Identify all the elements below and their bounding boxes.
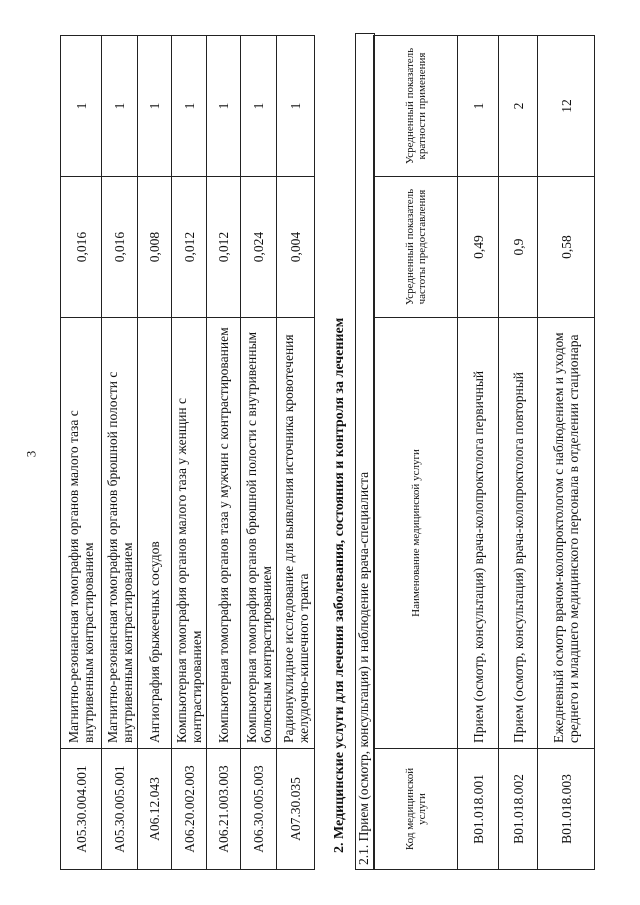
frequency-cell: 0,58: [538, 177, 595, 318]
frequency-cell: 0,49: [458, 177, 499, 318]
multiplicity-cell: 1: [207, 36, 241, 177]
multiplicity-cell: 1: [241, 36, 277, 177]
service-name-cell: Прием (осмотр, консультация) врача-колопроктолога первичный: [458, 318, 499, 749]
service-code-cell: A05.30.004.001: [61, 749, 102, 870]
specialist-consultations-table: [373, 35, 595, 870]
table-row: [61, 36, 102, 870]
frequency-cell: 0,004: [277, 177, 315, 318]
service-name-cell: Компьютерная томография органов брюшной полости с внутривенным болюсным контрастированием: [241, 318, 277, 749]
service-code-cell: A05.30.005.001: [102, 749, 138, 870]
subsection-header: [355, 33, 375, 870]
service-code-cell: A06.12.043: [138, 749, 172, 870]
frequency-cell: 0,012: [172, 177, 207, 318]
multiplicity-cell: 2: [499, 36, 538, 177]
table-row: [499, 36, 538, 870]
service-name-cell: Радионуклидное исследование для выявления источника кровотечения желудочно-кишечного тракта: [277, 318, 315, 749]
frequency-cell: 0,012: [207, 177, 241, 318]
multiplicity-cell: 1: [172, 36, 207, 177]
table-row: [102, 36, 138, 870]
table-row: [172, 36, 207, 870]
rotated-document-sheet: [20, 20, 610, 905]
header-frequency: Усредненный показатель частоты предоставления: [374, 177, 458, 318]
subsection-title: 2.1. Прием (осмотр, консультация) и наблюдение врача-специалиста: [356, 471, 371, 865]
service-code-cell: A07.30.035: [277, 749, 315, 870]
service-name-cell: Ежедневный осмотр врачом-колопроктологом с наблюдением и уходом среднего и младшего медицинского персонала в отделении стационара: [538, 318, 595, 749]
table-row: [138, 36, 172, 870]
frequency-cell: 0,9: [499, 177, 538, 318]
multiplicity-cell: 1: [138, 36, 172, 177]
service-name-cell: Прием (осмотр, консультация) врача-колопроктолога повторный: [499, 318, 538, 749]
page-number: 3: [23, 450, 39, 458]
header-name: Наименование медицинской услуги: [374, 318, 458, 749]
frequency-cell: 0,024: [241, 177, 277, 318]
service-code-cell: B01.018.002: [499, 749, 538, 870]
multiplicity-cell: 1: [102, 36, 138, 177]
multiplicity-cell: 1: [61, 36, 102, 177]
table-row: [458, 36, 499, 870]
service-name-cell: Ангиография брыжеечных сосудов: [138, 318, 172, 749]
service-code-cell: B01.018.003: [538, 749, 595, 870]
service-name-cell: Компьютерная томография органов малого таза у женщин с контрастированием: [172, 318, 207, 749]
multiplicity-cell: 1: [277, 36, 315, 177]
multiplicity-cell: 1: [458, 36, 499, 177]
diagnostics-table: [60, 35, 315, 870]
table-header-row: [374, 36, 458, 870]
table-row: [538, 36, 595, 870]
service-code-cell: A06.30.005.003: [241, 749, 277, 870]
frequency-cell: 0,016: [61, 177, 102, 318]
section-title: 2. Медицинские услуги для лечения заболевания, состояния и контроля за лечением: [332, 317, 347, 853]
header-multiplicity: Усредненный показатель кратности применения: [374, 36, 458, 177]
service-code-cell: A06.20.002.003: [172, 749, 207, 870]
multiplicity-cell: 12: [538, 36, 595, 177]
service-code-cell: A06.21.003.003: [207, 749, 241, 870]
service-name-cell: Магнитно-резонансная томография органов малого таза с внутривенным контрастированием: [61, 318, 102, 749]
table-row: [207, 36, 241, 870]
table-row: [277, 36, 315, 870]
table-row: [241, 36, 277, 870]
service-name-cell: Компьютерная томография органов таза у мужчин с контрастированием: [207, 318, 241, 749]
service-code-cell: B01.018.001: [458, 749, 499, 870]
frequency-cell: 0,016: [102, 177, 138, 318]
frequency-cell: 0,008: [138, 177, 172, 318]
header-code: Код медицинской услуги: [374, 749, 458, 870]
service-name-cell: Магнитно-резонансная томография органов брюшной полости с внутривенным контрастированием: [102, 318, 138, 749]
